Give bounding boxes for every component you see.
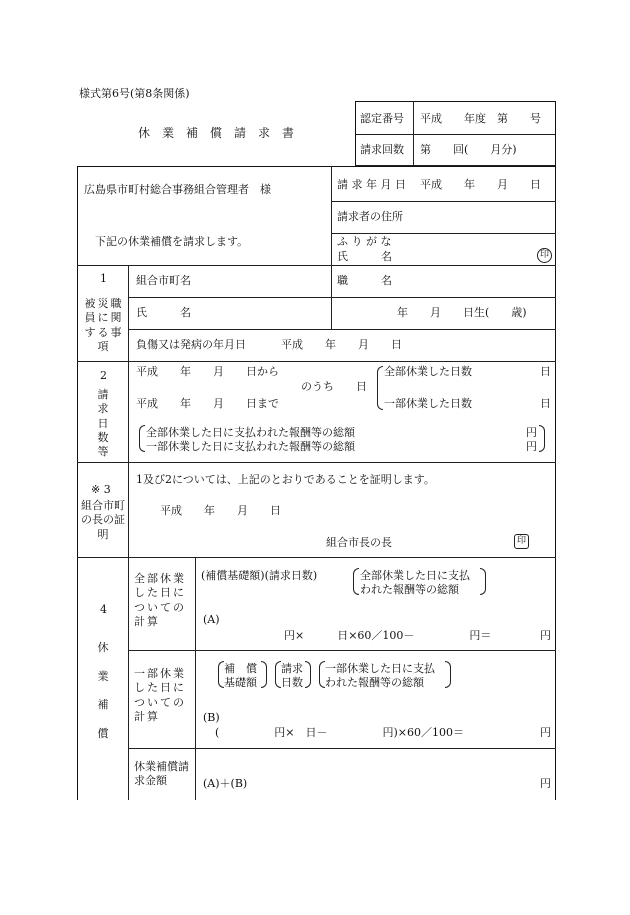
total-label: 休業補償請求金額 bbox=[134, 760, 189, 788]
partial-days-unit: 日 bbox=[540, 397, 551, 410]
brace-pay-left bbox=[139, 425, 145, 452]
of-which-days: のうち 日 bbox=[301, 380, 367, 393]
mark-b: (B) bbox=[203, 711, 220, 724]
municipality-label: 組合市町名 bbox=[136, 274, 191, 287]
injury-date-field[interactable]: 平成 年 月 日 bbox=[281, 338, 402, 351]
request-count-field[interactable]: 第 回( 月分) bbox=[420, 143, 517, 156]
addressee: 広島県市町村総合事務組合管理者 様 bbox=[84, 183, 271, 196]
request-count-label: 請求回数 bbox=[360, 143, 404, 156]
form-number: 様式第6号(第8条関係) bbox=[79, 87, 190, 100]
page-title: 休 業 補 償 請 求 書 bbox=[138, 126, 295, 140]
base-amount-2: 基礎額 bbox=[224, 676, 257, 689]
partial-calc-result-unit: 円 bbox=[540, 726, 551, 739]
period-from-field[interactable]: 平成 年 月 日から bbox=[136, 365, 279, 378]
furigana-label: ふ り が な bbox=[337, 235, 392, 248]
total-amount-unit[interactable]: 円 bbox=[540, 777, 551, 790]
certification-statement: 1及び2については、上記のとおりであることを証明します。 bbox=[136, 473, 435, 486]
cert-number-label: 認定番号 bbox=[360, 112, 404, 125]
certification-signer: 組合市長の長 bbox=[326, 536, 392, 549]
position-label: 職 名 bbox=[337, 274, 392, 287]
section4-number: 4 bbox=[100, 603, 107, 616]
brace-req-right bbox=[305, 661, 311, 688]
request-statement: 下記の休業補償を請求します。 bbox=[95, 235, 249, 248]
full-pay-label: 全部休業した日に支払われた報酬等の総額 bbox=[146, 426, 355, 439]
birth-date-field[interactable]: 年 月 日生( 歳) bbox=[397, 306, 527, 319]
brace-full-right bbox=[480, 568, 486, 595]
section3-title: 組合市町の長の証明 bbox=[81, 499, 125, 541]
mayor-seal: 印 bbox=[514, 534, 529, 549]
injury-date-label: 負傷又は発病の年月日 bbox=[136, 338, 246, 351]
base-amount-1: 補 償 bbox=[224, 662, 257, 675]
partial-pay-label: 一部休業した日に支払われた報酬等の総額 bbox=[146, 440, 355, 453]
partial-calc-label: 一部休業した日についての計算 bbox=[134, 667, 186, 723]
mark-a: (A) bbox=[203, 613, 220, 626]
section4-title: 休業補償 bbox=[97, 641, 109, 740]
full-calc-result-unit: 円 bbox=[540, 629, 551, 642]
section2-number: 2 bbox=[100, 369, 107, 382]
partial-calc-pay-2: われた報酬等の総額 bbox=[325, 676, 424, 689]
total-formula: (A)＋(B) bbox=[203, 777, 248, 790]
section3-number: ※ 3 bbox=[91, 483, 111, 496]
full-calc-label: 全部休業した日についての計算 bbox=[134, 572, 186, 628]
full-calc-header: (補償基礎額)(請求日数) bbox=[201, 569, 318, 582]
requester-seal: 印 bbox=[537, 248, 552, 263]
certification-date-field[interactable]: 平成 年 月 日 bbox=[160, 504, 281, 517]
full-calc-formula[interactable]: 円× 日×60／100－ 円＝ bbox=[284, 629, 492, 642]
brace-base-right bbox=[261, 661, 267, 688]
cert-number-field[interactable]: 平成 年度 第 号 bbox=[420, 112, 541, 125]
request-date-field[interactable]: 平成 年 月 日 bbox=[420, 178, 541, 191]
full-pay-unit: 円 bbox=[526, 426, 537, 439]
section2-title: 請求日数等 bbox=[97, 388, 109, 459]
request-days-1: 請求 bbox=[281, 662, 303, 675]
full-days-unit: 日 bbox=[540, 365, 551, 378]
brace-full-left bbox=[353, 568, 359, 595]
partial-pay-unit: 円 bbox=[526, 440, 537, 453]
full-leave-days-label: 全部休業した日数 bbox=[384, 365, 472, 378]
brace-pay-right bbox=[539, 425, 545, 452]
request-date-label: 請 求 年 月 日 bbox=[337, 178, 406, 191]
period-to-field[interactable]: 平成 年 月 日まで bbox=[136, 397, 279, 410]
section1-number: 1 bbox=[100, 272, 107, 285]
full-calc-pay-1: 全部休業した日に支払 bbox=[360, 569, 470, 582]
partial-calc-formula[interactable]: ( 円× 日－ 円)×60／100＝ bbox=[215, 726, 465, 739]
partial-calc-pay-1: 一部休業した日に支払 bbox=[325, 662, 435, 675]
brace-days bbox=[377, 366, 383, 410]
brace-partial-right bbox=[445, 661, 451, 688]
address-label: 請求者の住所 bbox=[337, 210, 403, 223]
employee-name-label: 氏 名 bbox=[136, 306, 191, 319]
full-calc-pay-2: われた報酬等の総額 bbox=[360, 583, 459, 596]
requester-name-label: 氏 名 bbox=[337, 250, 392, 263]
partial-leave-days-label: 一部休業した日数 bbox=[384, 397, 472, 410]
request-days-2: 日数 bbox=[281, 676, 303, 689]
section1-title: 被災職員に関する事項 bbox=[84, 297, 124, 353]
